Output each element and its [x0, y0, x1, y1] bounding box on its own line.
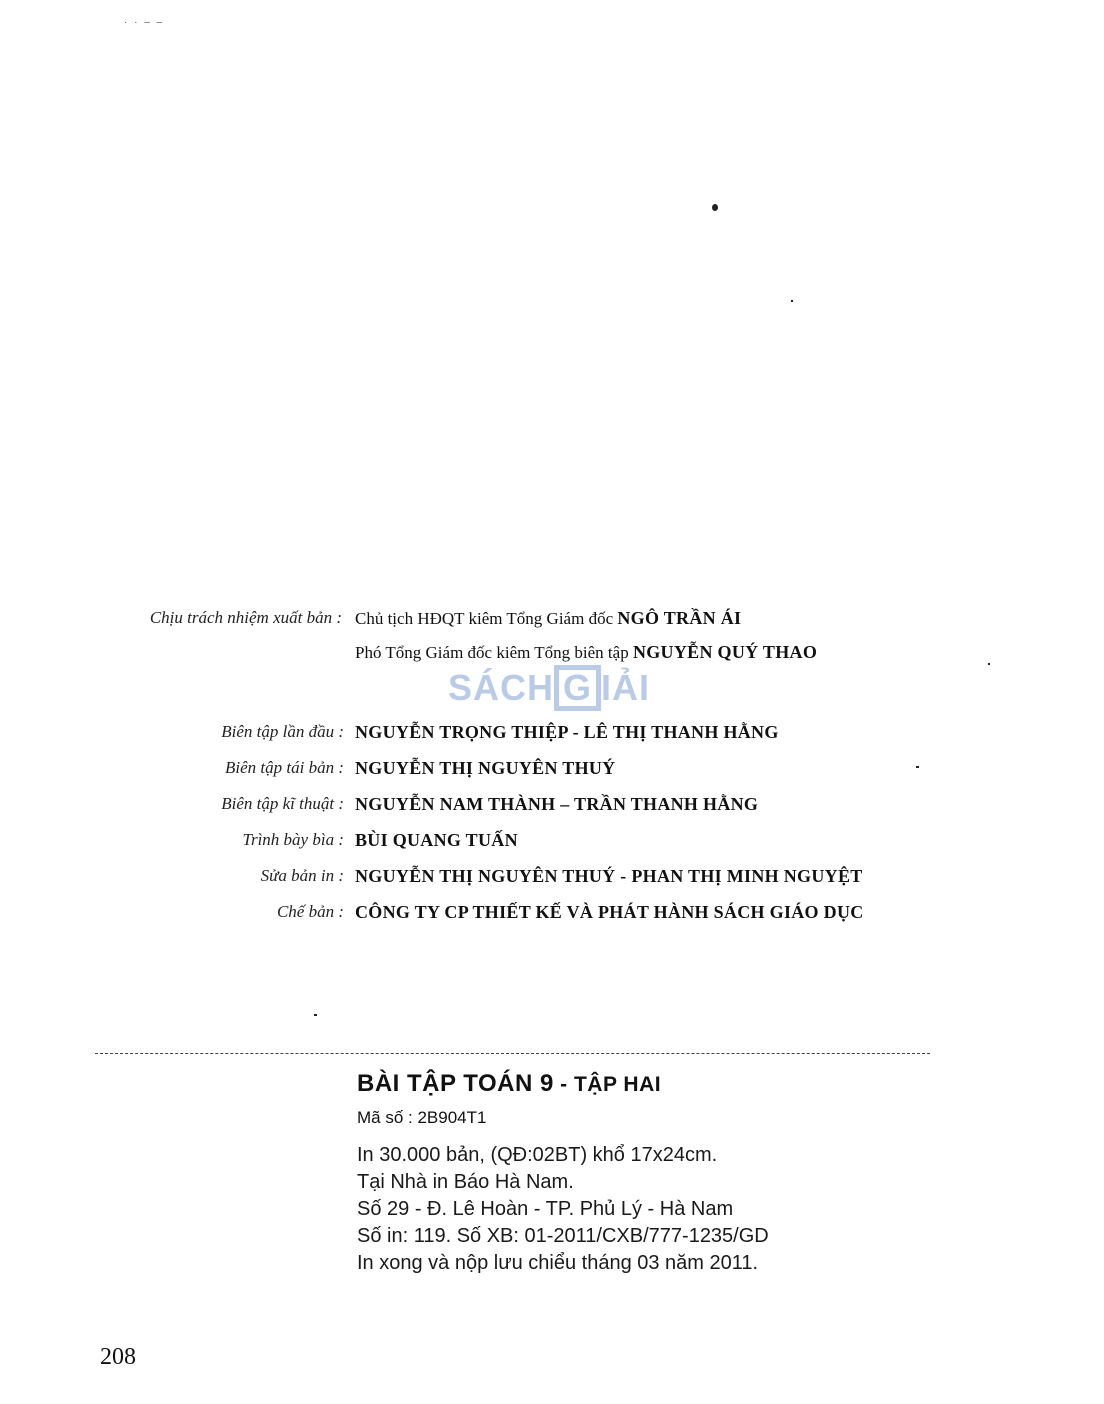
print-info [357, 1142, 769, 1277]
divider-line [95, 1053, 930, 1054]
print-line: Số in: 119. Số XB: 01-2011/CXB/777-1235/GD [357, 1225, 769, 1247]
watermark-logo [448, 665, 668, 715]
credit-name: BÙI QUANG TUẤN [355, 830, 518, 850]
ink-speck [314, 1014, 317, 1016]
credit-name: NGUYỄN QUÝ THAO [632, 642, 818, 662]
credit-label: Sửa bản in : [260, 866, 344, 885]
credit-label: Chịu trách nhiệm xuất bản : [149, 608, 342, 627]
credit-label: Biên tập kĩ thuật : [221, 794, 344, 813]
imprint-block [357, 1070, 769, 1277]
credit-prefix: Phó Tổng Giám đốc kiêm Tổng biên tập [355, 643, 633, 662]
print-line: Tại Nhà in Báo Hà Nam. [357, 1171, 574, 1193]
book-title-main: BÀI TẬP TOÁN 9 [357, 1070, 554, 1097]
credit-name: NGUYỄN TRỌNG THIỆP - LÊ THỊ THANH HẰNG [355, 722, 779, 742]
credit-prefix: Chủ tịch HĐQT kiêm Tổng Giám đốc [355, 609, 618, 628]
watermark-text-left: SÁCH [448, 667, 555, 708]
credit-value [355, 608, 741, 629]
print-line: In 30.000 bản, (QĐ:02BT) khổ 17x24cm. [357, 1144, 718, 1166]
watermark-boxed-letter: G [554, 665, 601, 711]
print-line: Số 29 - Đ. Lê Hoàn - TP. Phủ Lý - Hà Nam [357, 1198, 734, 1220]
credit-value [355, 642, 817, 663]
header-mark: · · – – [124, 17, 165, 28]
credit-row-cover-design [0, 830, 1104, 860]
book-title [357, 1070, 769, 1098]
credit-row-first-editor [0, 722, 1104, 752]
credit-name: CÔNG TY CP THIẾT KẾ VÀ PHÁT HÀNH SÁCH GIÁO DỤC [355, 902, 864, 922]
credit-name: NGÔ TRẦN ÁI [617, 608, 742, 628]
credit-row-publisher [0, 608, 1104, 638]
credit-name: NGUYỄN THỊ NGUYÊN THUÝ [355, 758, 616, 778]
credit-row-typesetting [0, 902, 1104, 932]
credit-name: NGUYỄN THỊ NGUYÊN THUÝ - PHAN THỊ MINH NGUYỆT [355, 866, 863, 886]
ink-speck [791, 300, 793, 302]
credit-row-reprint-editor [0, 758, 1104, 788]
credit-label: Biên tập tái bản : [225, 758, 344, 777]
book-code: Mã số : 2B904T1 [357, 1108, 487, 1127]
page-number: 208 [100, 1344, 136, 1370]
print-line: In xong và nộp lưu chiểu tháng 03 năm 2011. [357, 1252, 759, 1274]
credit-label: Trình bày bìa : [242, 830, 344, 849]
ink-speck [712, 204, 718, 211]
credit-row-technical-editor [0, 794, 1104, 824]
credit-row-proofreading [0, 866, 1104, 896]
credit-label: Chế bản : [276, 902, 344, 921]
book-title-volume: - TẬP HAI [553, 1073, 662, 1096]
credit-name: NGUYỄN NAM THÀNH – TRẦN THANH HẰNG [355, 794, 759, 814]
credit-label: Biên tập lần đầu : [221, 722, 344, 741]
watermark-text-right: IẢI [601, 667, 651, 708]
